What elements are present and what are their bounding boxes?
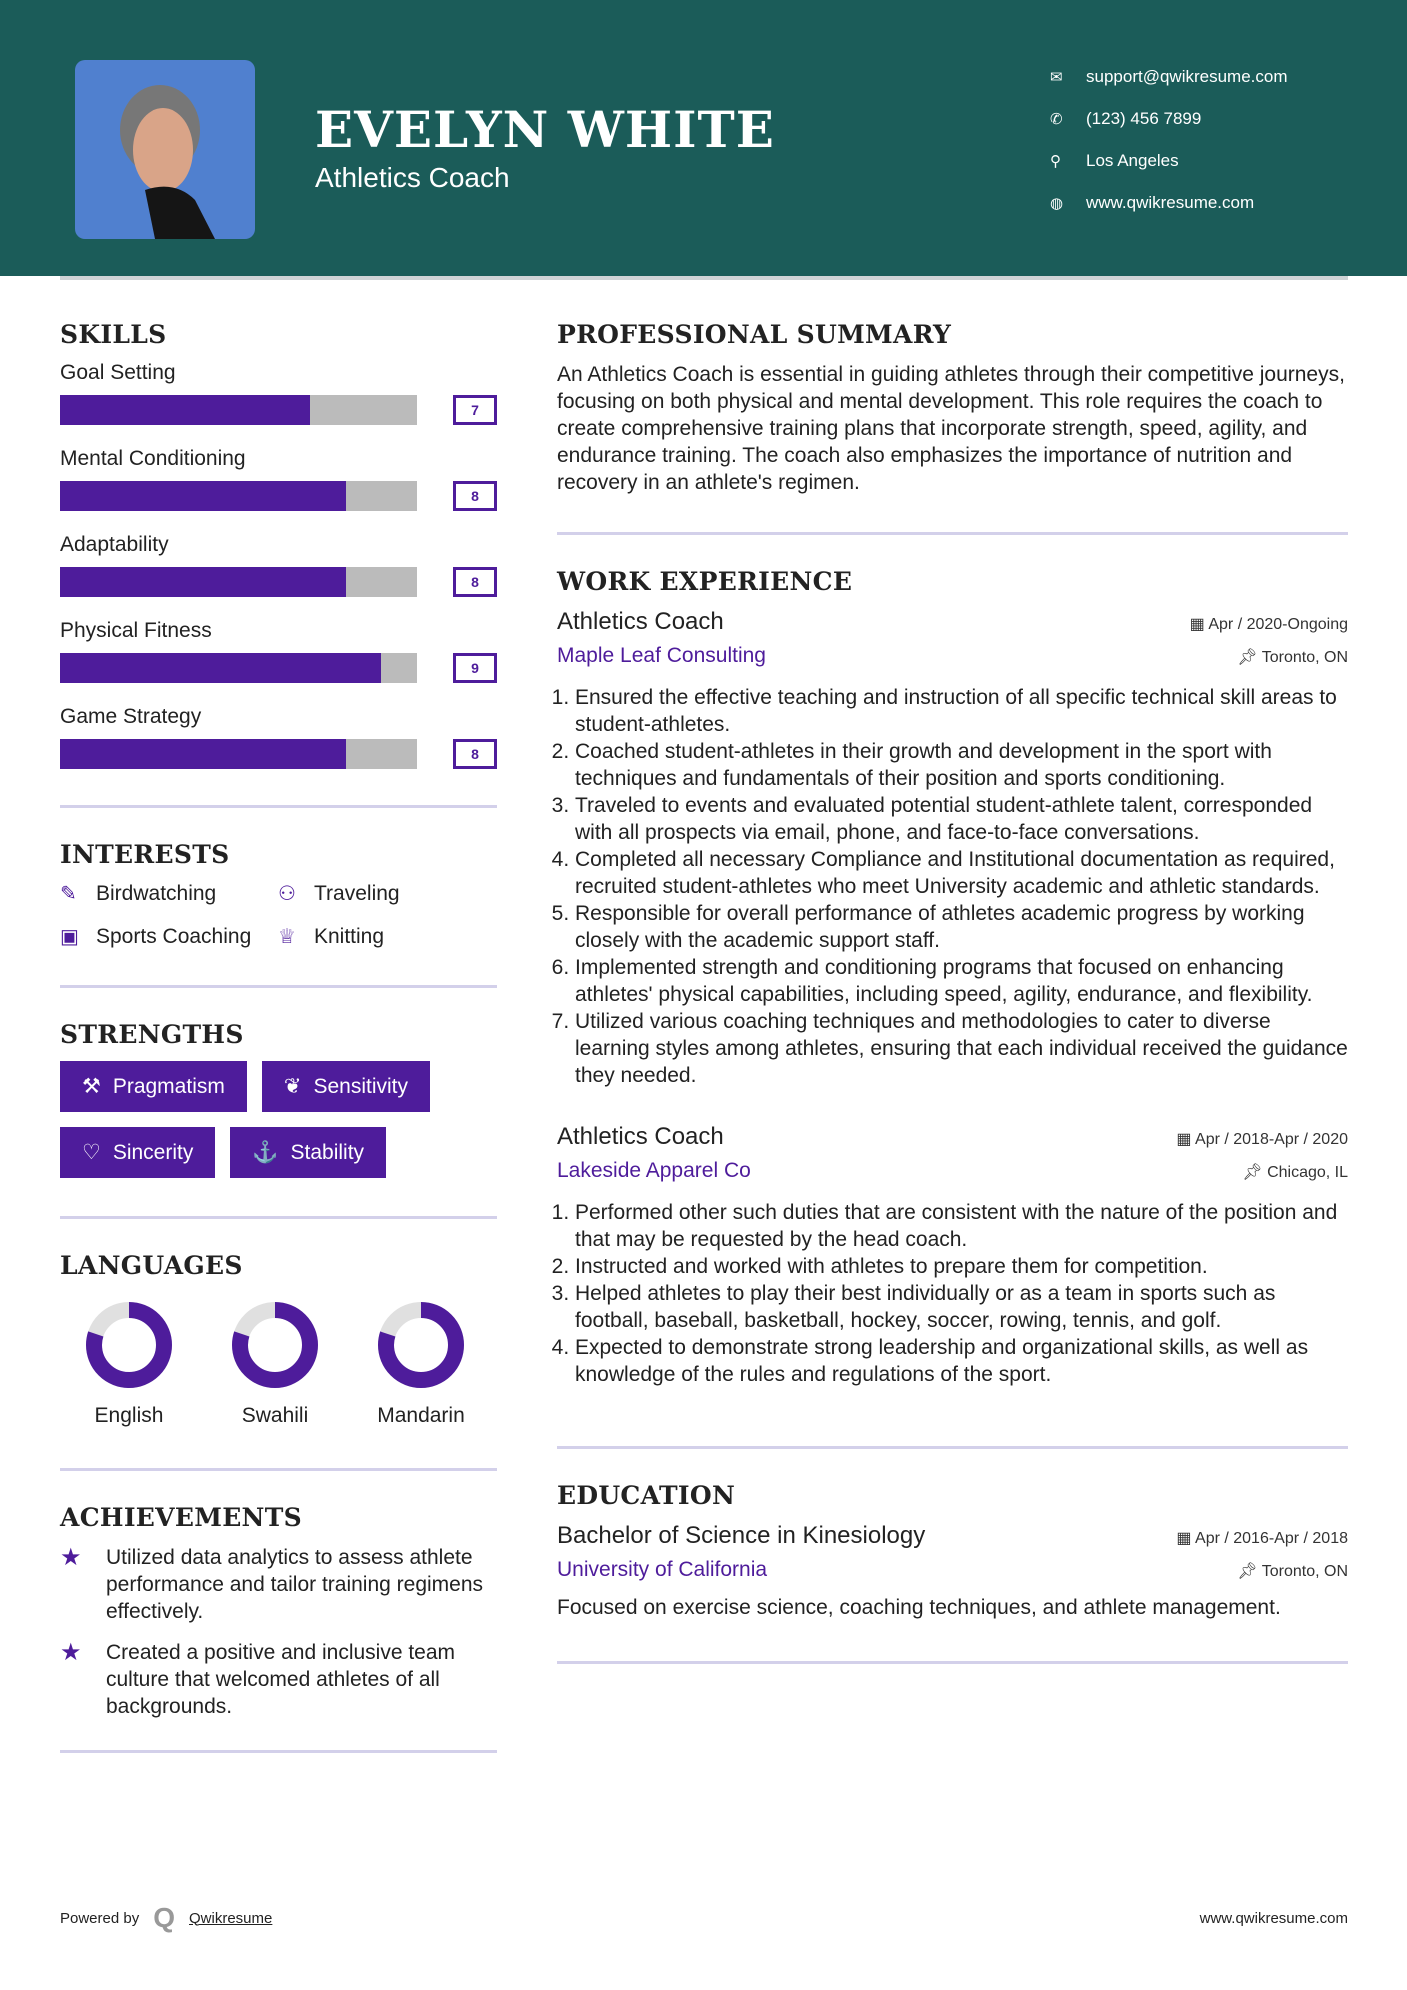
interest-item xyxy=(278,924,478,949)
left-column xyxy=(60,320,497,1785)
interest-item xyxy=(60,881,278,906)
profile-photo xyxy=(75,60,255,239)
language-donut xyxy=(376,1300,466,1390)
strength-label: Stability xyxy=(290,1140,365,1164)
language-donut xyxy=(230,1300,320,1390)
divider xyxy=(557,532,1348,535)
divider xyxy=(60,985,497,988)
skill-level-badge: 8 xyxy=(453,481,497,511)
strength-label: Sincerity xyxy=(112,1140,194,1164)
leaf-icon: ❦ xyxy=(283,1075,302,1098)
skill-track xyxy=(60,395,417,425)
strengths-heading: STRENGTHS xyxy=(60,1020,244,1049)
skill-bar xyxy=(60,395,497,425)
pin-icon: 📌︎ xyxy=(1237,649,1262,666)
contact-phone[interactable] xyxy=(1050,98,1288,140)
skill-name: Game Strategy xyxy=(60,705,202,728)
summary-heading: PROFESSIONAL SUMMARY xyxy=(557,320,952,349)
skill-level-badge: 9 xyxy=(453,653,497,683)
language-name: Swahili xyxy=(241,1404,309,1427)
job-bullet: 4. Completed all necessary Compliance and Institutional documentation as required, recruited student-athletes who meet University academic and athletic standards. xyxy=(575,846,1348,900)
education-description: Focused on exercise science, coaching techniques, and athlete management. xyxy=(557,1596,1281,1619)
language-item xyxy=(368,1300,474,1428)
skill-fill xyxy=(60,481,346,511)
job-dates xyxy=(1176,1129,1348,1149)
strength-pill xyxy=(60,1061,247,1112)
skill-fill xyxy=(60,567,346,597)
strength-pill xyxy=(230,1127,386,1178)
skill-item xyxy=(60,447,497,511)
divider xyxy=(557,1446,1348,1449)
divider xyxy=(60,1468,497,1471)
globe-icon: ◍ xyxy=(1050,195,1064,212)
contact-website[interactable] xyxy=(1050,182,1288,224)
strength-pill xyxy=(60,1127,215,1178)
strengths-list xyxy=(60,1061,497,1178)
job-title: Athletics Coach xyxy=(557,608,724,635)
education-location xyxy=(1237,1561,1348,1581)
skill-level-badge: 7 xyxy=(453,395,497,425)
job-bullet: 1. Performed other such duties that are consistent with the nature of the position and that may be requested by the head coach. xyxy=(575,1199,1348,1253)
candidate-name: EVELYN WHITE xyxy=(315,100,775,159)
interest-label: Traveling xyxy=(314,881,400,905)
skill-item xyxy=(60,619,497,683)
skill-bar xyxy=(60,739,497,769)
right-column xyxy=(557,320,1348,1696)
contact-text: Los Angeles xyxy=(1086,151,1179,170)
skill-item xyxy=(60,705,497,769)
job-title: Athletics Coach xyxy=(557,1123,724,1150)
education-dates xyxy=(1176,1528,1348,1548)
job-bullet: 2. Coached student-athletes in their growth and development in the sport with techniques and fundamentals of their position and sports conditioning. xyxy=(575,738,1348,792)
summary-text: An Athletics Coach is essential in guiding athletes through their competitive journeys, focusing on both physical and mental development. This role requires the coach to create comprehensive training plans that incorporate strength, speed, agility, and endurance training. The coach also emphasizes the importance of nutrition and recovery in an athlete's regimen. xyxy=(557,363,1345,494)
experience-heading: WORK EXPERIENCE xyxy=(557,567,853,596)
job-location xyxy=(1242,1162,1348,1182)
education-header xyxy=(557,1522,1348,1550)
skill-level-badge: 8 xyxy=(453,739,497,769)
calendar-icon: ▦ xyxy=(1189,616,1209,633)
contact-text: (123) 456 7899 xyxy=(1086,109,1202,128)
contact-text: www.qwikresume.com xyxy=(1086,193,1255,212)
interest-item xyxy=(278,881,478,906)
skill-name: Goal Setting xyxy=(60,361,176,384)
skill-track xyxy=(60,739,417,769)
interests-heading: INTERESTS xyxy=(60,840,230,869)
job-bullet: 5. Responsible for overall performance of athletes academic progress by working closely with the academic support staff. xyxy=(575,900,1348,954)
powered-by xyxy=(60,1902,272,1934)
briefcase-icon: ▣ xyxy=(60,926,79,948)
skills-list xyxy=(60,361,497,769)
contact-list xyxy=(1050,56,1288,224)
language-name: Mandarin xyxy=(377,1404,465,1427)
job-bullet: 7. Utilized various coaching techniques and methodologies to cater to diverse learning styles among athletes, ensuring that each individual received the guidance they needed. xyxy=(575,1008,1348,1089)
anchor-icon: ⚓ xyxy=(252,1140,279,1164)
footer-url[interactable]: www.qwikresume.com xyxy=(1199,1909,1348,1927)
contact-text: support@qwikresume.com xyxy=(1086,67,1288,86)
divider xyxy=(557,1661,1348,1664)
skill-track xyxy=(60,653,417,683)
languages-list xyxy=(60,1300,497,1428)
language-item xyxy=(222,1300,328,1428)
job-subheader xyxy=(557,1151,1348,1183)
pin-icon: 📌︎ xyxy=(1237,1563,1262,1580)
calendar-icon: ▦ xyxy=(1176,1530,1196,1547)
skill-fill xyxy=(60,653,381,683)
languages-heading: LANGUAGES xyxy=(60,1251,243,1280)
degree: Bachelor of Science in Kinesiology xyxy=(557,1522,926,1549)
job-bullet: 4. Expected to demonstrate strong leadership and organizational skills, as well as knowledge of the rules and regulations of the sport. xyxy=(575,1334,1348,1388)
qwikresume-logo-icon: Q xyxy=(153,1902,175,1933)
job-subheader xyxy=(557,636,1348,668)
job-bullet: 3. Helped athletes to play their best individually or as a team in sports such as football, baseball, basketball, hockey, soccer, rowing, tennis, and golf. xyxy=(575,1280,1348,1334)
company-name: Maple Leaf Consulting xyxy=(557,644,766,667)
heart-icon: ♡ xyxy=(82,1141,101,1164)
job-bullets xyxy=(557,684,1348,1089)
qwikresume-link[interactable]: Qwikresume xyxy=(189,1909,273,1927)
education-subheader xyxy=(557,1550,1348,1582)
location-text: Chicago, IL xyxy=(1267,1164,1348,1181)
job-header xyxy=(557,608,1348,636)
dates-text: Apr / 2018-Apr / 2020 xyxy=(1195,1131,1348,1148)
skill-name: Mental Conditioning xyxy=(60,447,246,470)
job-bullet: 1. Ensured the effective teaching and instruction of all specific technical skill areas to student-athletes. xyxy=(575,684,1348,738)
job-dates xyxy=(1190,614,1348,634)
envelope-icon: ✉ xyxy=(1050,69,1063,86)
skills-heading: SKILLS xyxy=(60,320,167,349)
job-bullet: 6. Implemented strength and conditioning programs that focused on enhancing athletes' physical capabilities, including speed, agility, endurance, and flexibility. xyxy=(575,954,1348,1008)
map-pin-icon: ⚲ xyxy=(1050,153,1061,170)
footer xyxy=(60,1902,1348,1934)
achievement-item xyxy=(60,1639,497,1720)
achievement-item xyxy=(60,1544,497,1625)
school: University of California xyxy=(557,1558,768,1581)
dates-text: Apr / 2016-Apr / 2018 xyxy=(1195,1530,1348,1547)
edit-icon: ✎ xyxy=(60,883,77,905)
binoculars-icon: ⚇ xyxy=(278,883,296,905)
language-name: English xyxy=(94,1404,164,1427)
location-text: Toronto, ON xyxy=(1261,1563,1348,1580)
skill-bar xyxy=(60,481,497,511)
pin-icon: 📌︎ xyxy=(1242,1164,1268,1181)
job-bullets xyxy=(557,1199,1348,1388)
interest-label: Sports Coaching xyxy=(96,924,252,948)
candidate-title: Athletics Coach xyxy=(315,162,510,193)
phone-icon: ✆ xyxy=(1050,111,1063,128)
trophy-icon: ♕ xyxy=(278,926,296,948)
contact-email[interactable] xyxy=(1050,56,1288,98)
job-bullet: 2. Instructed and worked with athletes to prepare them for competition. xyxy=(575,1253,1348,1280)
achievement-text: Utilized data analytics to assess athlete performance and tailor training regimens effectively. xyxy=(106,1546,484,1623)
strength-label: Sensitivity xyxy=(313,1074,408,1098)
job-entry xyxy=(557,1123,1348,1388)
strength-pill xyxy=(262,1061,430,1112)
interest-label: Birdwatching xyxy=(96,881,217,905)
divider xyxy=(60,805,497,808)
education-heading: EDUCATION xyxy=(557,1481,736,1510)
skill-fill xyxy=(60,395,310,425)
skill-name: Adaptability xyxy=(60,533,169,556)
job-location xyxy=(1237,647,1348,667)
job-bullet: 3. Traveled to events and evaluated potential student-athlete talent, corresponded with all prospects via email, phone, and face-to-face conversations. xyxy=(575,792,1348,846)
job-entry xyxy=(557,608,1348,1089)
skill-track xyxy=(60,481,417,511)
skill-fill xyxy=(60,739,346,769)
location-text: Toronto, ON xyxy=(1261,649,1348,666)
divider xyxy=(60,1750,497,1753)
skill-bar xyxy=(60,567,497,597)
skill-bar xyxy=(60,653,497,683)
skill-level-badge: 8 xyxy=(453,567,497,597)
skill-item xyxy=(60,533,497,597)
strength-label: Pragmatism xyxy=(112,1074,225,1098)
interests-list xyxy=(60,881,497,949)
header xyxy=(0,0,1407,276)
skill-item xyxy=(60,361,497,425)
calendar-icon: ▦ xyxy=(1176,1131,1196,1148)
star-icon: ★ xyxy=(60,1544,82,1571)
achievement-text: Created a positive and inclusive team culture that welcomed athletes of all backgrounds. xyxy=(106,1641,456,1718)
skill-track xyxy=(60,567,417,597)
interest-label: Knitting xyxy=(314,924,385,948)
company-name: Lakeside Apparel Co xyxy=(557,1159,751,1182)
achievements-heading: ACHIEVEMENTS xyxy=(60,1503,302,1532)
jobs-list xyxy=(557,608,1348,1388)
interest-item xyxy=(60,924,278,949)
powered-by-label: Powered by xyxy=(60,1909,140,1927)
contact-location xyxy=(1050,140,1288,182)
skill-name: Physical Fitness xyxy=(60,619,212,642)
job-header xyxy=(557,1123,1348,1151)
dates-text: Apr / 2020-Ongoing xyxy=(1208,616,1348,633)
divider xyxy=(60,1216,497,1219)
star-icon: ★ xyxy=(60,1639,82,1666)
language-item xyxy=(76,1300,182,1428)
language-donut xyxy=(84,1300,174,1390)
header-divider xyxy=(60,276,1348,280)
gavel-icon: ⚒ xyxy=(82,1075,101,1098)
